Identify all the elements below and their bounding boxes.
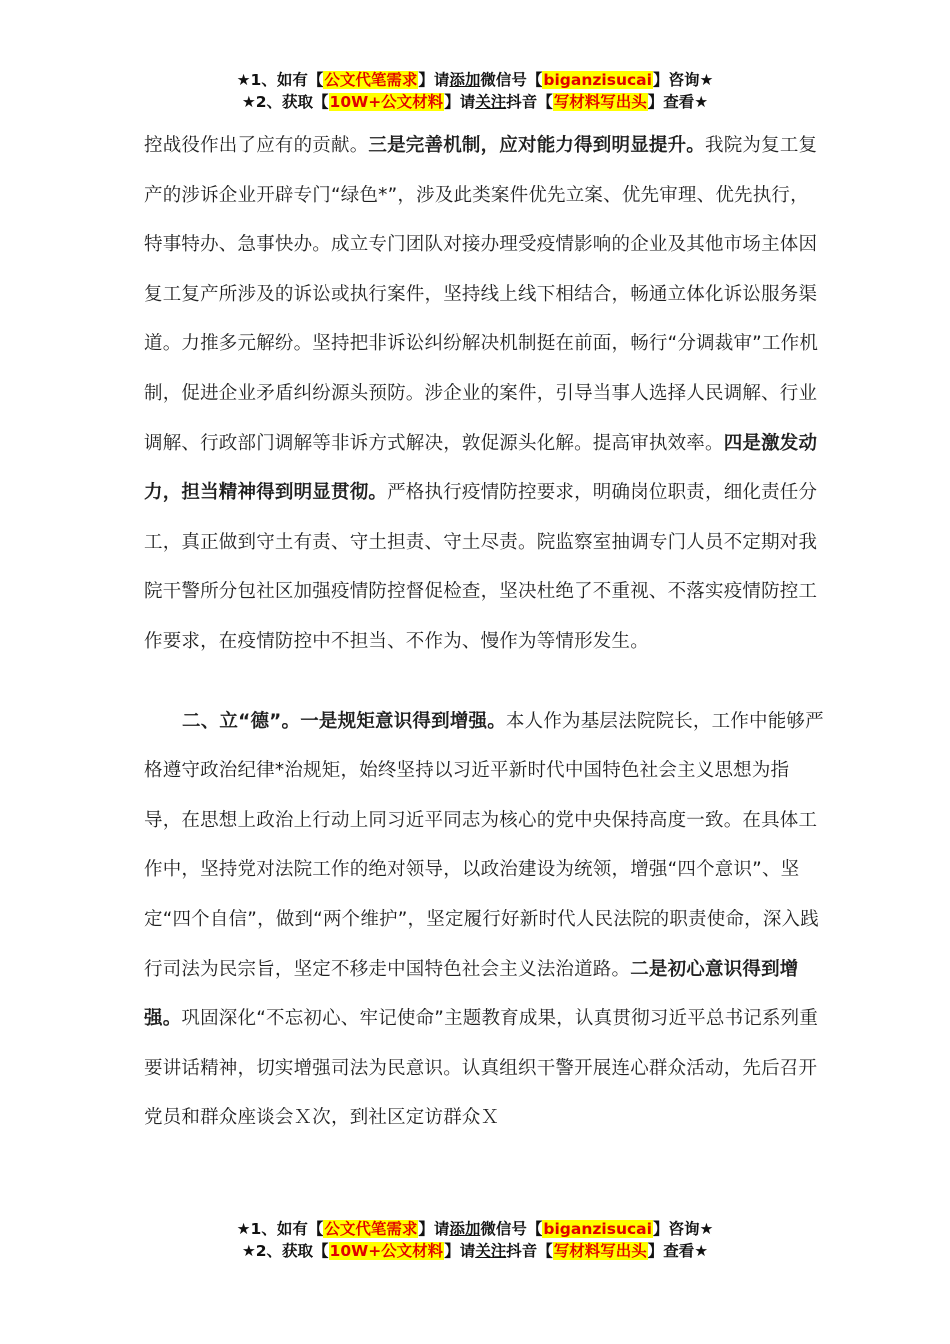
underlined-add: 添加 [449, 1220, 481, 1238]
banner-line-2 [0, 1240, 950, 1262]
banner-text: 微信号【 [480, 71, 543, 89]
bold-heading-run: 二是初心意识得到增强。 [144, 958, 799, 1030]
text-run: 我院为复工复产的涉诉企业开辟专门“绿色*”，涉及此类案件优先立案、优先审理、优先执行，特事特办、急事快办。成立专门团队对接办理受疫情影响的企业及其他市场主体因复工复产所涉及的诉讼或执行案件，坚持线上线下相结合，畅通立体化诉讼服务渠道。力推多元解纷。坚持把非诉讼纠纷解决机制挺在前面，畅行“分调裁审”工作机制，促进企业矛盾纠纷源头预防。涉企业的案件，引导当事人选择人民调解、行业调解、行政部门调解等非诉方式解决，敦促源头化解。提高审执效率。 [144, 135, 819, 454]
underlined-follow: 关注 [475, 1242, 507, 1260]
text-run: 控战役作出了应有的贡献。 [144, 135, 369, 156]
underlined-add: 添加 [449, 71, 481, 89]
paragraph-gap [144, 667, 824, 697]
footer-banner [0, 1218, 950, 1262]
paragraph-2 [144, 697, 824, 1143]
highlight-service: 公文代笔需求 [324, 1220, 418, 1238]
highlight-douyin: 写材料写出头 [553, 1242, 647, 1260]
bold-heading-run: 三是完善机制，应对能力得到明显提升。 [368, 135, 706, 156]
banner-text: 】请 [444, 1242, 476, 1260]
banner-text: 】查看★ [647, 93, 709, 111]
banner-line-2 [0, 91, 950, 113]
banner-text: ★1、如有【 [236, 71, 324, 89]
banner-text: 微信号【 [480, 1220, 543, 1238]
text-run: 严格执行疫情防控要求，明确岗位职责，细化责任分工，真正做到守土有责、守土担责、守土尽责。院监察室抽调专门人员不定期对我院干警所分包社区加强疫情防控督促检查，坚决杜绝了不重视、不落实疫情防控工作要求，在疫情防控中不担当、不作为、慢作为等情形发生。 [144, 482, 818, 652]
bold-heading-run: 四是激发动力，担当精神得到明显贯彻。 [144, 432, 818, 504]
banner-line-1 [0, 1218, 950, 1240]
banner-text: 】咨询★ [652, 1220, 714, 1238]
banner-text: ★1、如有【 [236, 1220, 324, 1238]
banner-text: 抖音【 [506, 1242, 553, 1260]
underlined-follow: 关注 [475, 93, 507, 111]
bold-heading-run: 二、立“德”。一是规矩意识得到增强。 [182, 710, 506, 732]
banner-text: 】咨询★ [652, 71, 714, 89]
document-body [144, 121, 824, 1143]
highlight-materials: 10W+公文材料 [329, 1242, 444, 1260]
highlight-materials: 10W+公文材料 [329, 93, 444, 111]
paragraph-1 [144, 121, 824, 667]
highlight-douyin: 写材料写出头 [553, 93, 647, 111]
highlight-wechat-id: biganzisucai [543, 1220, 652, 1238]
text-run: 本人作为基层法院院长，工作中能够严格遵守政治纪律*治规矩，始终坚持以习近平新时代中国特色社会主义思想为指导，在思想上政治上行动上同习近平同志为核心的党中央保持高度一致。在具体工作中，坚持党对法院工作的绝对领导，以政治建设为统领，增强“四个意识”、坚定“四个自信”，做到“两个维护”，坚定履行好新时代人民法院的职责使命，深入践行司法为民宗旨，坚定不移走中国特色社会主义法治道路。 [144, 710, 824, 980]
banner-line-1 [0, 69, 950, 91]
banner-text: 】请 [444, 93, 476, 111]
highlight-service: 公文代笔需求 [324, 71, 418, 89]
banner-text: 】查看★ [647, 1242, 709, 1260]
highlight-wechat-id: biganzisucai [543, 71, 652, 89]
banner-text: 】请 [418, 1220, 450, 1238]
text-run: 巩固深化“不忘初心、牢记使命”主题教育成果，认真贯彻习近平总书记系列重要讲话精神，切实增强司法为民意识。认真组织干警开展连心群众活动，先后召开党员和群众座谈会Ｘ次，到社区定访群众Ｘ [144, 1008, 819, 1129]
banner-text: ★2、获取【 [241, 93, 329, 111]
banner-text: ★2、获取【 [241, 1242, 329, 1260]
banner-text: 抖音【 [506, 93, 553, 111]
header-banner [0, 69, 950, 113]
banner-text: 】请 [418, 71, 450, 89]
